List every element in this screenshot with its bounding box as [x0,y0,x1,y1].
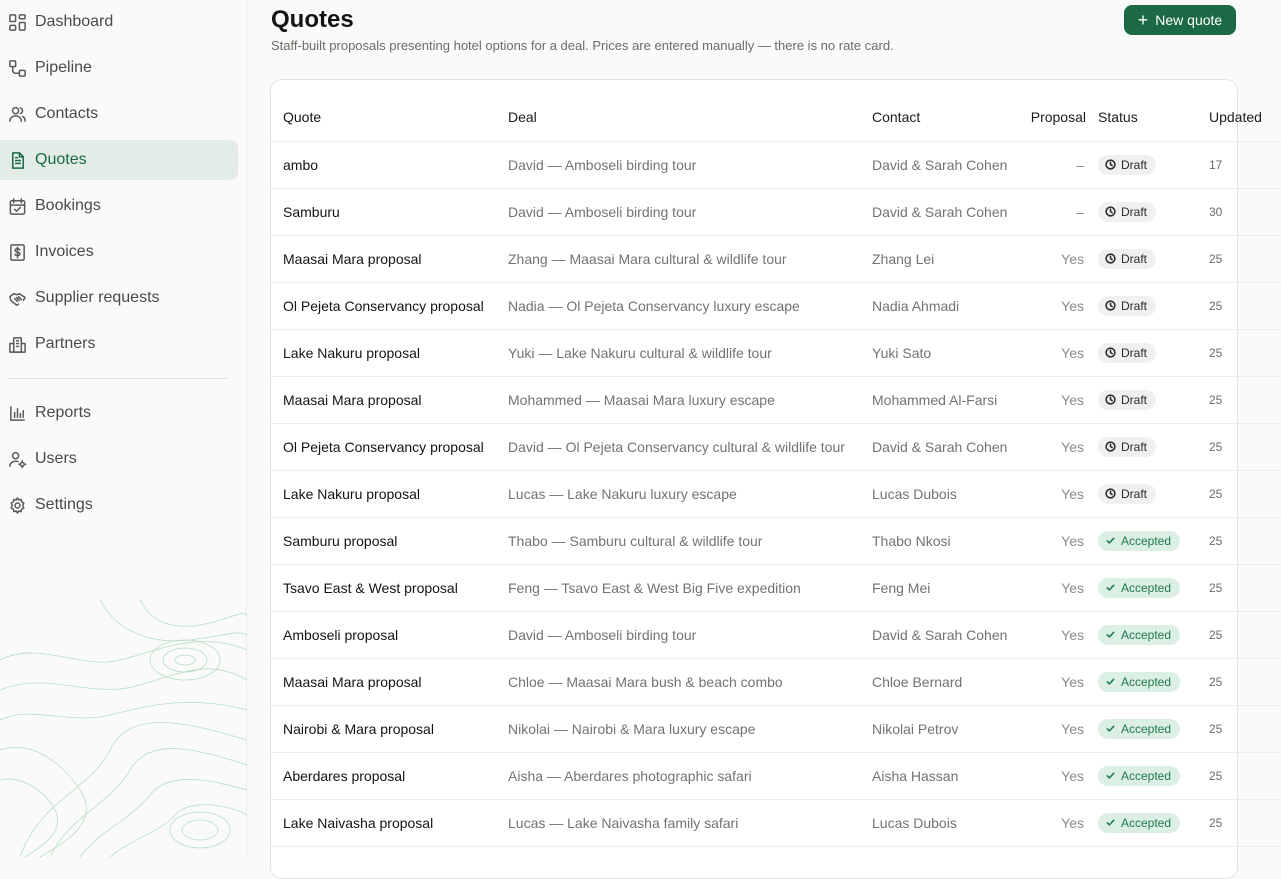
check-icon [1105,817,1116,828]
column-header-proposal[interactable]: Proposal [1015,80,1098,141]
deal-cell: David — Ol Pejeta Conservancy cultural & wildlife tour [508,438,845,455]
updated-cell: 25 [1209,721,1223,736]
document-icon [7,150,27,170]
topographic-pattern [0,600,247,857]
quote-name-cell[interactable]: Aberdares proposal [283,767,406,784]
sidebar-item-supplier-requests[interactable] [0,278,238,318]
table-row[interactable] [271,235,1281,282]
calendar-check-icon [7,196,27,216]
clock-icon [1105,206,1116,217]
sidebar-item-label: Users [35,450,77,467]
proposal-cell: Yes [1061,485,1084,502]
bar-chart-icon [7,403,27,423]
contact-cell: David & Sarah Cohen [872,156,1008,173]
proposal-cell: Yes [1061,391,1084,408]
quote-name-cell[interactable]: Maasai Mara proposal [283,250,422,267]
table-row[interactable] [271,329,1281,376]
contact-cell: Nikolai Petrov [872,720,959,737]
quote-name-cell[interactable]: Amboseli proposal [283,626,399,643]
status-label: Draft [1121,345,1148,360]
contact-cell: Lucas Dubois [872,485,957,502]
table-row[interactable] [271,517,1281,564]
status-cell [1098,517,1199,564]
contact-cell: Mohammed Al-Farsi [872,391,998,408]
check-icon [1105,770,1116,781]
proposal-cell: Yes [1061,344,1084,361]
quote-name-cell[interactable]: Nairobi & Mara proposal [283,720,434,737]
handshake-icon [7,288,27,308]
status-label: Draft [1121,204,1148,219]
sidebar-divider [7,378,229,379]
status-label: Accepted [1121,768,1172,783]
status-label: Accepted [1121,627,1172,642]
status-badge [1098,343,1156,363]
status-badge [1098,719,1180,739]
table-row[interactable] [271,564,1281,611]
sidebar-item-label: Bookings [35,197,101,214]
proposal-cell: Yes [1061,532,1084,549]
table-row[interactable] [271,658,1281,705]
proposal-cell: Yes [1061,579,1084,596]
sidebar-item-pipeline[interactable] [0,48,238,88]
proposal-cell: Yes [1061,767,1084,784]
status-cell [1098,564,1199,611]
proposal-cell: – [1076,156,1084,173]
quote-name-cell[interactable]: Samburu [283,203,340,220]
deal-cell: Nadia — Ol Pejeta Conservancy luxury escape [508,297,800,314]
status-badge [1098,390,1156,410]
clock-icon [1105,394,1116,405]
users-icon [7,104,27,124]
proposal-cell: Yes [1061,297,1084,314]
new-quote-label: New quote [1155,12,1223,28]
deal-cell: Feng — Tsavo East & West Big Five expedition [508,579,801,596]
status-label: Draft [1121,392,1148,407]
sidebar-item-label: Contacts [35,105,99,122]
user-gear-icon [7,449,27,469]
updated-cell: 25 [1209,815,1223,830]
sidebar-item-label: Dashboard [35,13,114,30]
status-cell [1098,329,1199,376]
quote-name-cell[interactable]: Samburu proposal [283,532,398,549]
sidebar-item-label: Settings [35,496,93,513]
quotes-table [271,80,1281,847]
sidebar-item-label: Pipeline [35,59,92,76]
page-title: Quotes [271,6,354,33]
status-label: Draft [1121,251,1148,266]
dashboard-grid-icon [7,12,27,32]
deal-cell: Nikolai — Nairobi & Mara luxury escape [508,720,756,737]
status-cell [1098,752,1199,799]
quote-name-cell[interactable]: ambo [283,156,319,173]
updated-cell: 25 [1209,439,1223,454]
table-row[interactable] [271,376,1281,423]
deal-cell: Thabo — Samburu cultural & wildlife tour [508,532,763,549]
deal-cell: Lucas — Lake Naivasha family safari [508,814,739,831]
status-label: Accepted [1121,580,1172,595]
updated-cell: 25 [1209,251,1223,266]
deal-cell: David — Amboseli birding tour [508,626,697,643]
sidebar-item-label: Reports [35,404,92,421]
clock-icon [1105,488,1116,499]
status-label: Accepted [1121,533,1172,548]
updated-cell: 25 [1209,627,1223,642]
check-icon [1105,723,1116,734]
status-cell [1098,376,1199,423]
deal-cell: Aisha — Aberdares photographic safari [508,767,752,784]
status-cell [1098,188,1199,235]
contact-cell: Nadia Ahmadi [872,297,960,314]
proposal-cell: Yes [1061,626,1084,643]
deal-cell: Mohammed — Maasai Mara luxury escape [508,391,775,408]
status-label: Accepted [1121,815,1172,830]
updated-cell: 25 [1209,674,1223,689]
status-cell [1098,611,1199,658]
status-label: Draft [1121,486,1148,501]
contact-cell: David & Sarah Cohen [872,203,1008,220]
quote-name-cell[interactable]: Lake Nakuru proposal [283,344,420,361]
new-quote-button[interactable] [1124,5,1236,35]
status-label: Draft [1121,439,1148,454]
proposal-cell: Yes [1061,673,1084,690]
check-icon [1105,582,1116,593]
sidebar-item-reports[interactable] [0,393,238,433]
status-cell [1098,282,1199,329]
proposal-cell: Yes [1061,814,1084,831]
updated-cell: 25 [1209,298,1223,313]
status-badge [1098,202,1156,222]
clock-icon [1105,441,1116,452]
sidebar [0,0,247,857]
clock-icon [1105,347,1116,358]
check-icon [1105,535,1116,546]
status-badge [1098,296,1156,316]
table-row[interactable] [271,282,1281,329]
table-row[interactable] [271,141,1281,188]
contact-cell: Zhang Lei [872,250,935,267]
contact-cell: David & Sarah Cohen [872,438,1008,455]
status-cell [1098,141,1199,188]
clock-icon [1105,159,1116,170]
column-header-deal[interactable]: Deal [508,80,872,141]
column-header-status[interactable]: Status [1098,80,1199,141]
deal-cell: Chloe — Maasai Mara bush & beach combo [508,673,783,690]
contact-cell: Aisha Hassan [872,767,959,784]
updated-cell: 25 [1209,533,1223,548]
page-subtitle: Staff-built proposals presenting hotel options for a deal. Prices are entered manually — there is no rate card. [271,38,894,53]
status-badge [1098,155,1156,175]
table-row[interactable] [271,470,1281,517]
deal-cell: David — Amboseli birding tour [508,156,697,173]
quote-name-cell[interactable]: Ol Pejeta Conservancy proposal [283,297,484,314]
quote-name-cell[interactable]: Tsavo East & West proposal [283,579,458,596]
sidebar-item-dashboard[interactable] [0,2,238,42]
table-row[interactable] [271,188,1281,235]
table-row[interactable] [271,423,1281,470]
status-label: Accepted [1121,674,1172,689]
status-badge [1098,813,1180,833]
quote-name-cell[interactable]: Lake Nakuru proposal [283,485,420,502]
status-badge [1098,484,1156,504]
table-row[interactable] [271,799,1281,846]
quote-name-cell[interactable]: Lake Naivasha proposal [283,814,434,831]
status-label: Draft [1121,298,1148,313]
gear-icon [7,495,27,515]
table-row[interactable] [271,611,1281,658]
updated-cell: 25 [1209,580,1223,595]
contact-cell: Lucas Dubois [872,814,957,831]
sidebar-item-quotes[interactable] [0,140,238,180]
status-cell [1098,470,1199,517]
quote-name-cell[interactable]: Maasai Mara proposal [283,391,422,408]
updated-cell: 30 [1209,204,1223,219]
deal-cell: Zhang — Maasai Mara cultural & wildlife tour [508,250,787,267]
updated-cell: 17 [1209,157,1223,172]
contact-cell: Thabo Nkosi [872,532,951,549]
contact-cell: Chloe Bernard [872,673,963,690]
contact-cell: Feng Mei [872,579,931,596]
contact-cell: Yuki Sato [872,344,932,361]
column-header-quote[interactable]: Quote [271,80,508,141]
status-cell [1098,799,1199,846]
building-icon [7,334,27,354]
check-icon [1105,676,1116,687]
sidebar-item-partners[interactable] [0,324,238,364]
quote-name-cell[interactable]: Ol Pejeta Conservancy proposal [283,438,484,455]
sidebar-item-bookings[interactable] [0,186,238,226]
status-label: Draft [1121,157,1148,172]
dollar-receipt-icon [7,242,27,262]
plus-icon: + [1137,10,1149,30]
deal-cell: Lucas — Lake Nakuru luxury escape [508,485,737,502]
check-icon [1105,629,1116,640]
table-row[interactable] [271,705,1281,752]
updated-cell: 25 [1209,768,1223,783]
sidebar-item-invoices[interactable] [0,232,238,272]
status-badge [1098,437,1156,457]
main-content [247,0,1262,857]
contact-cell: David & Sarah Cohen [872,626,1008,643]
clock-icon [1105,253,1116,264]
sidebar-item-label: Supplier requests [35,289,160,306]
sidebar-item-label: Quotes [35,151,87,168]
quotes-table-card [270,79,1262,879]
pipeline-icon [7,58,27,78]
sidebar-nav [0,0,246,525]
status-cell [1098,705,1199,752]
status-cell [1098,235,1199,282]
updated-cell: 25 [1209,345,1223,360]
table-header-row [271,80,1281,141]
status-badge [1098,249,1156,269]
proposal-cell: Yes [1061,250,1084,267]
column-header-updated[interactable]: Updated [1199,80,1281,141]
status-cell [1098,658,1199,705]
status-badge [1098,625,1180,645]
quote-name-cell[interactable]: Maasai Mara proposal [283,673,422,690]
proposal-cell: – [1076,203,1084,220]
status-badge [1098,766,1180,786]
status-label: Accepted [1121,721,1172,736]
status-cell [1098,423,1199,470]
sidebar-item-contacts[interactable] [0,94,238,134]
updated-cell: 25 [1209,392,1223,407]
status-badge [1098,531,1180,551]
sidebar-item-label: Partners [35,335,96,352]
column-header-contact[interactable]: Contact [872,80,1015,141]
proposal-cell: Yes [1061,720,1084,737]
proposal-cell: Yes [1061,438,1084,455]
deal-cell: David — Amboseli birding tour [508,203,697,220]
clock-icon [1105,300,1116,311]
deal-cell: Yuki — Lake Nakuru cultural & wildlife tour [508,344,772,361]
status-badge [1098,672,1180,692]
table-row[interactable] [271,752,1281,799]
updated-cell: 25 [1209,486,1223,501]
sidebar-item-settings[interactable] [0,485,238,525]
sidebar-item-label: Invoices [35,243,94,260]
sidebar-item-users[interactable] [0,439,238,479]
status-badge [1098,578,1180,598]
